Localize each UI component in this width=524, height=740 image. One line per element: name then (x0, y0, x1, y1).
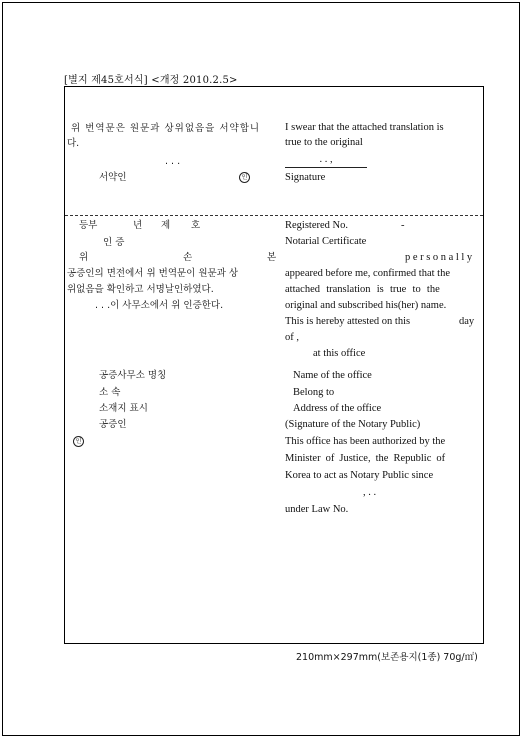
kr-oath-line2: 다. (67, 138, 80, 149)
kr-reg-label: 등부 (79, 220, 98, 231)
kr-office-name: 공증사무소 명칭 (99, 370, 167, 381)
en-line4: This is hereby attested on this (285, 316, 411, 327)
kr-address: 소재지 표시 (99, 403, 148, 414)
en-date-line: . . , (285, 153, 367, 168)
kr-body-line2: 위없음을 확인하고 서명날인하였다. (67, 284, 214, 295)
kr-who-2: 손 (183, 252, 193, 263)
en-line2: attached translation is true to the (285, 284, 440, 295)
form-reference: [별지 제45호서식] <개정 2010.2.5> (64, 75, 238, 86)
en-reg-dash: - (401, 220, 405, 231)
kr-reg-no: 제 (161, 220, 171, 231)
en-line1: appeared before me, confirmed that the (285, 268, 451, 279)
en-at-office: at this office (313, 348, 366, 359)
en-oath-line1: I swear that the attached translation is (285, 122, 444, 133)
kr-attest-line: . . .이 사무소에서 위 인증한다. (95, 300, 224, 311)
kr-date-dots: . . . (165, 156, 181, 167)
en-line3: original and subscribed his(her) name. (285, 300, 447, 311)
kr-oath-line1: 위 번역문은 원문과 상위없음을 서약합니 (71, 123, 261, 134)
kr-cert-title: 인 증 (103, 237, 125, 248)
en-auth-date: , . . (363, 487, 377, 498)
en-oath-line2: true to the original (285, 137, 363, 148)
en-registered: Registered No. (285, 220, 348, 231)
kr-who-1: 위 (79, 252, 89, 263)
en-address: Address of the office (293, 403, 382, 414)
en-auth-line3: Korea to act as Notary Public since (285, 470, 434, 481)
paper-size-note: 210mm×297mm(보존용지(1종) 70g/㎡) (296, 652, 478, 663)
en-sig-notary: (Signature of the Notary Public) (285, 419, 421, 430)
en-auth-line1: This office has been authorized by the (285, 436, 446, 447)
en-auth-line2: Minister of Justice, the Republic of (285, 453, 446, 464)
en-line4-day: day (459, 316, 475, 327)
en-belong: Belong to (293, 387, 335, 398)
kr-belong: 소 속 (99, 387, 121, 398)
en-signature-label: Signature (285, 172, 326, 183)
en-under-law: under Law No. (285, 504, 349, 515)
certificate-form (64, 86, 484, 644)
en-of: of , (285, 332, 299, 343)
en-personally: personally (405, 252, 475, 263)
kr-signer-label: 서약인 (99, 172, 127, 183)
kr-who-3: 본 (267, 252, 277, 263)
en-name-office: Name of the office (293, 370, 372, 381)
notary-seal-mark: 인 (73, 435, 84, 449)
kr-body-line1: 공증인의 면전에서 위 번역문이 원문과 상 (67, 268, 239, 279)
kr-reg-year: 년 (133, 220, 143, 231)
section-divider (65, 215, 483, 216)
en-notarial-cert: Notarial Certificate (285, 236, 367, 247)
kr-notary: 공증인 (99, 419, 127, 430)
seal-mark: 인 (239, 171, 250, 185)
kr-reg-ho: 호 (191, 220, 201, 231)
